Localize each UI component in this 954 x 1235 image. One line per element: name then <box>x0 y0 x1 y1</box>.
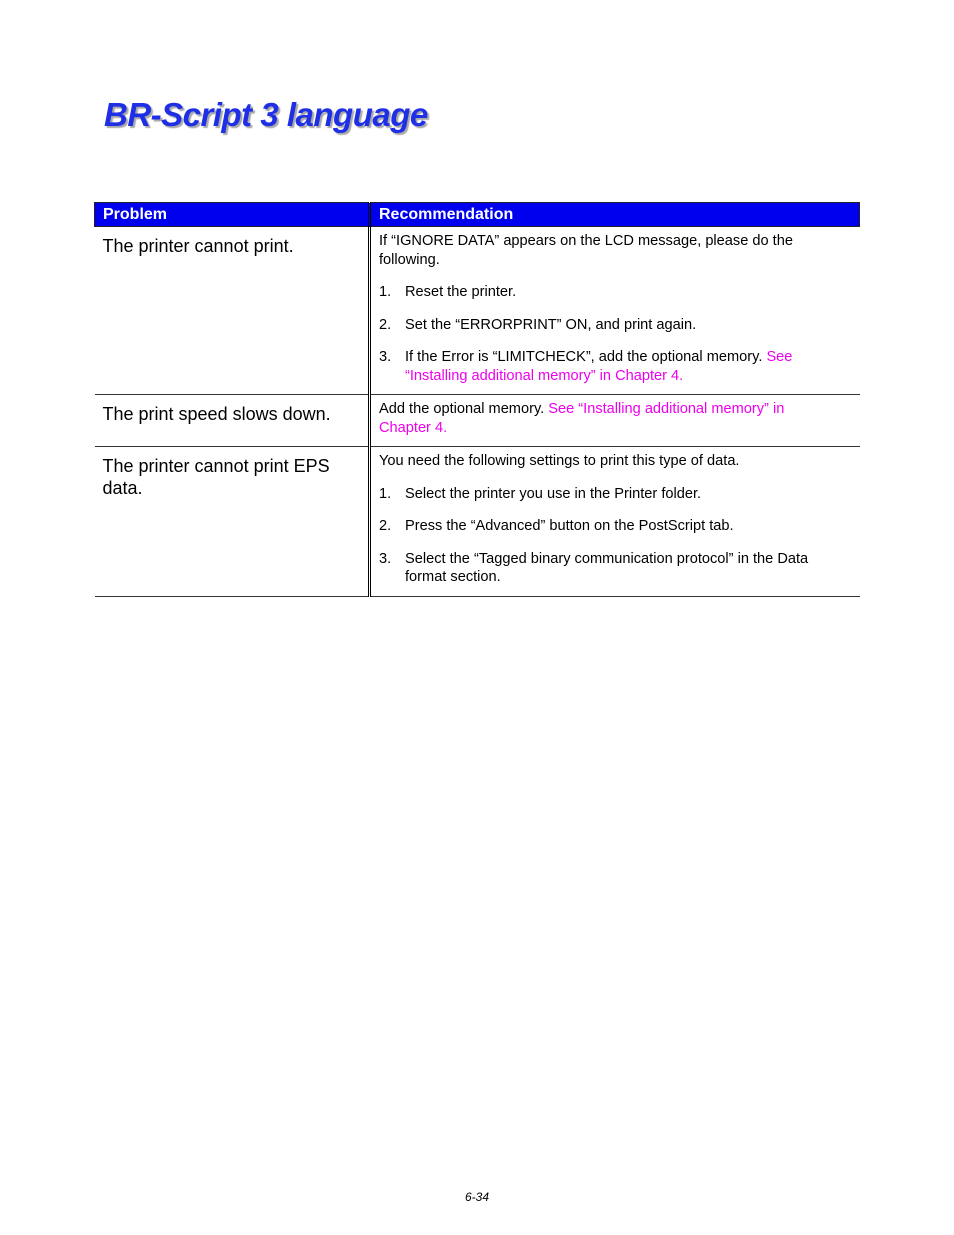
step-text: Select the printer you use in the Printer folder. <box>405 485 702 502</box>
step-number: 2. <box>379 518 392 534</box>
column-header-recommendation: Recommendation <box>370 203 860 227</box>
troubleshooting-table <box>94 202 860 597</box>
cross-reference-link[interactable]: See “Installing additional memory” in Chapter 4. <box>379 401 785 436</box>
step-number: 2. <box>379 316 392 333</box>
step-number: 1. <box>379 485 392 502</box>
recommendation-cell <box>370 395 860 447</box>
list-item <box>379 485 820 504</box>
cross-reference-link[interactable]: See “Installing additional memory” in Chapter 4. <box>405 349 793 384</box>
list-item <box>379 517 820 536</box>
step-text: Set the “ERRORPRINT” ON, and print again. <box>405 316 697 333</box>
step-text: Reset the printer. <box>405 284 517 300</box>
problem-cell: The printer cannot print. <box>95 227 370 395</box>
list-item <box>379 283 820 302</box>
page-title: BR-Script 3 language <box>104 96 428 133</box>
page-number: 6-34 <box>464 1190 490 1204</box>
list-item <box>379 348 820 385</box>
list-item <box>379 316 820 335</box>
table-header-row <box>95 203 860 227</box>
list-item <box>379 550 820 587</box>
problem-cell: The print speed slows down. <box>95 395 370 447</box>
recommendation-intro: If “IGNORE DATA” appears on the LCD message, please do the following. <box>379 233 793 268</box>
column-header-problem: Problem <box>95 203 370 227</box>
step-number: 3. <box>379 349 392 365</box>
recommendation-cell <box>370 227 860 395</box>
step-text: If the Error is “LIMITCHECK”, add the optional memory. <box>405 349 767 365</box>
step-text: Select the “Tagged binary communication protocol” in the Data format section. <box>405 550 809 585</box>
step-number: 3. <box>379 550 392 567</box>
table-row <box>95 447 860 597</box>
recommendation-intro <box>379 400 820 437</box>
problem-cell: The printer cannot print EPS data. <box>95 447 370 597</box>
table-row <box>95 227 860 395</box>
step-content <box>405 348 820 385</box>
recommendation-intro: You need the following settings to print this type of data. <box>379 453 740 469</box>
step-text: Press the “Advanced” button on the PostScript tab. <box>405 518 734 534</box>
step-number: 1. <box>379 284 392 300</box>
recommendation-text: Add the optional memory. <box>379 401 549 417</box>
recommendation-cell <box>370 447 860 597</box>
table-row <box>95 395 860 447</box>
